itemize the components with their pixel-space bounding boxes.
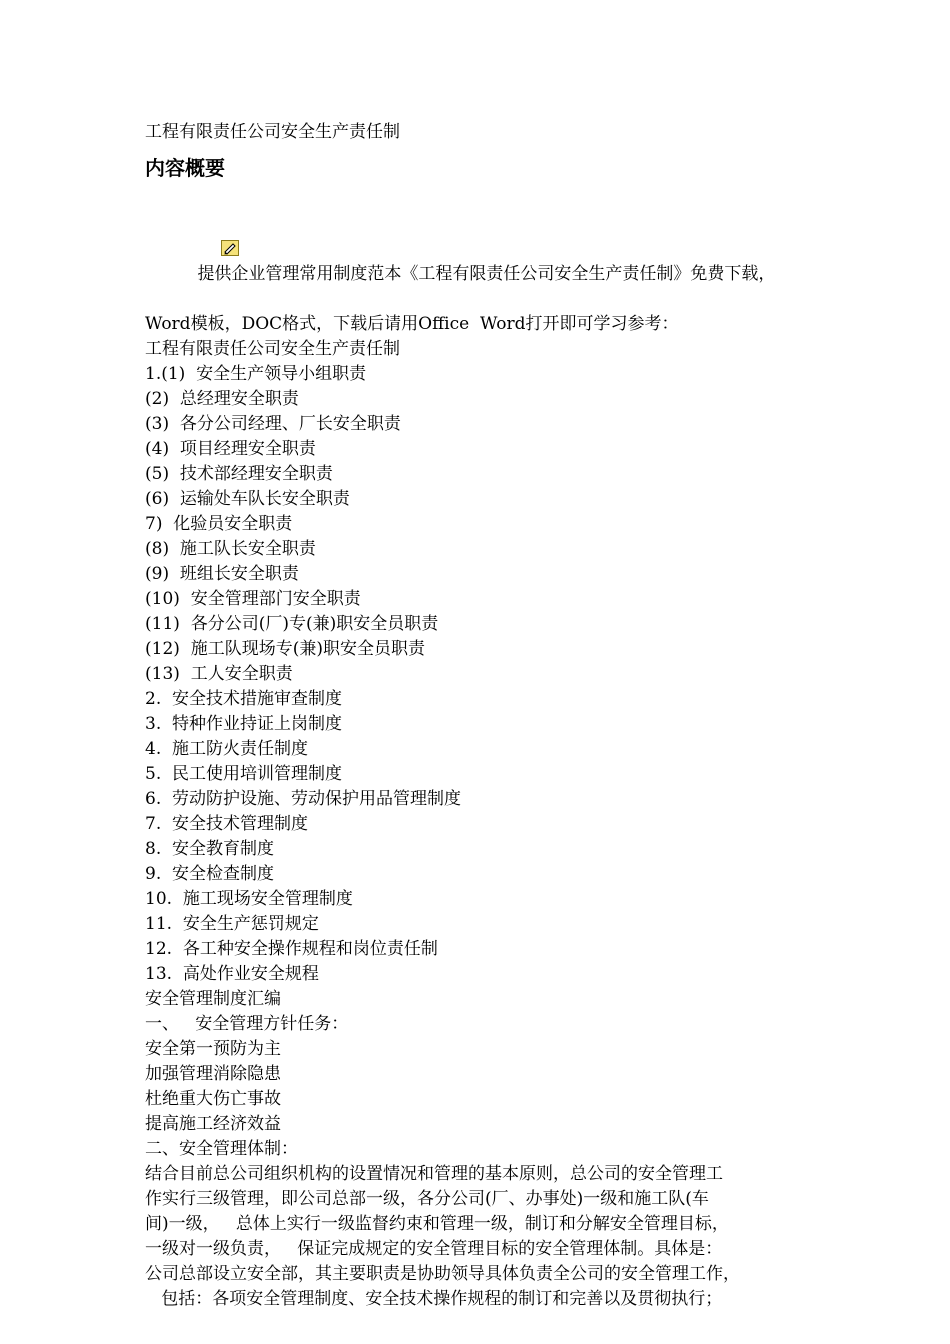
list-item: 提高施工经济效益 (145, 1114, 281, 1134)
list-item: (4) 项目经理安全职责 (145, 439, 316, 459)
document-title: 工程有限责任公司安全生产责任制 (145, 122, 400, 142)
list-item: 9. 安全检查制度 (145, 864, 275, 884)
list-item: (5) 技术部经理安全职责 (145, 464, 333, 484)
list-item: 一、 安全管理方针任务： (145, 1014, 349, 1034)
edit-note-icon (177, 214, 195, 230)
list-item: (8) 施工队长安全职责 (145, 539, 316, 559)
list-item: 杜绝重大伤亡事故 (145, 1089, 281, 1109)
summary-heading: 内容概要 (145, 156, 225, 180)
list-item: 工程有限责任公司安全生产责任制 (145, 339, 400, 359)
list-item: 2. 安全技术措施审查制度 (145, 689, 343, 709)
list-item: 5. 民工使用培训管理制度 (145, 764, 343, 784)
body-line: 间)一级， 总体上实行一级监督约束和管理一级，制订和分解安全管理目标， (145, 1214, 729, 1234)
intro-line-1: 提供企业管理常用制度范本《工程有限责任公司安全生产责任制》免费下载， (197, 264, 776, 284)
list-item: (9) 班组长安全职责 (145, 564, 299, 584)
outline-list (145, 337, 825, 1162)
list-item: 8. 安全教育制度 (145, 839, 275, 859)
list-item: 7. 安全技术管理制度 (145, 814, 309, 834)
list-item: (12) 施工队现场专(兼)职安全员职责 (145, 639, 425, 659)
body-line: 结合目前总公司组织机构的设置情况和管理的基本原则，总公司的安全管理工 (145, 1164, 723, 1184)
list-item: 二、安全管理体制： (145, 1139, 298, 1159)
list-item: 安全第一预防为主 (145, 1039, 281, 1059)
document-page (145, 120, 825, 1312)
list-item: (3) 各分公司经理、厂长安全职责 (145, 414, 401, 434)
body-line: 公司总部设立安全部，其主要职责是协助领导具体负责全公司的安全管理工作， (145, 1264, 740, 1284)
list-item: 11. 安全生产惩罚规定 (145, 914, 319, 934)
intro-line-2: Word模板，DOC格式，下载后请用Office Word打开即可学习参考： (145, 314, 679, 334)
list-item: 13. 高处作业安全规程 (145, 964, 319, 984)
list-item: (2) 总经理安全职责 (145, 389, 299, 409)
list-item: (13) 工人安全职责 (145, 664, 293, 684)
list-item: 6. 劳动防护设施、劳动保护用品管理制度 (145, 789, 462, 809)
body-line: 一级对一级负责， 保证完成规定的安全管理目标的安全管理体制。具体是： (145, 1239, 723, 1259)
body-paragraph (145, 1162, 825, 1312)
body-line: 包括：各项安全管理制度、安全技术操作规程的制订和完善以及贯彻执行； (145, 1289, 723, 1309)
body-line: 作实行三级管理，即公司总部一级，各分公司(厂、办事处)一级和施工队(车 (145, 1189, 709, 1209)
list-item: 12. 各工种安全操作规程和岗位责任制 (145, 939, 438, 959)
list-item: 安全管理制度汇编 (145, 989, 281, 1009)
list-item: (6) 运输处车队长安全职责 (145, 489, 350, 509)
list-item: (11) 各分公司(厂)专(兼)职安全员职责 (145, 614, 439, 634)
intro-paragraph (145, 189, 825, 337)
list-item: 3. 特种作业持证上岗制度 (145, 714, 343, 734)
list-item: (10) 安全管理部门安全职责 (145, 589, 361, 609)
list-item: 加强管理消除隐患 (145, 1064, 281, 1084)
list-item: 1.(1) 安全生产领导小组职责 (145, 364, 367, 384)
list-item: 4. 施工防火责任制度 (145, 739, 309, 759)
list-item: 10. 施工现场安全管理制度 (145, 889, 353, 909)
list-item: 7) 化验员安全职责 (145, 514, 293, 534)
